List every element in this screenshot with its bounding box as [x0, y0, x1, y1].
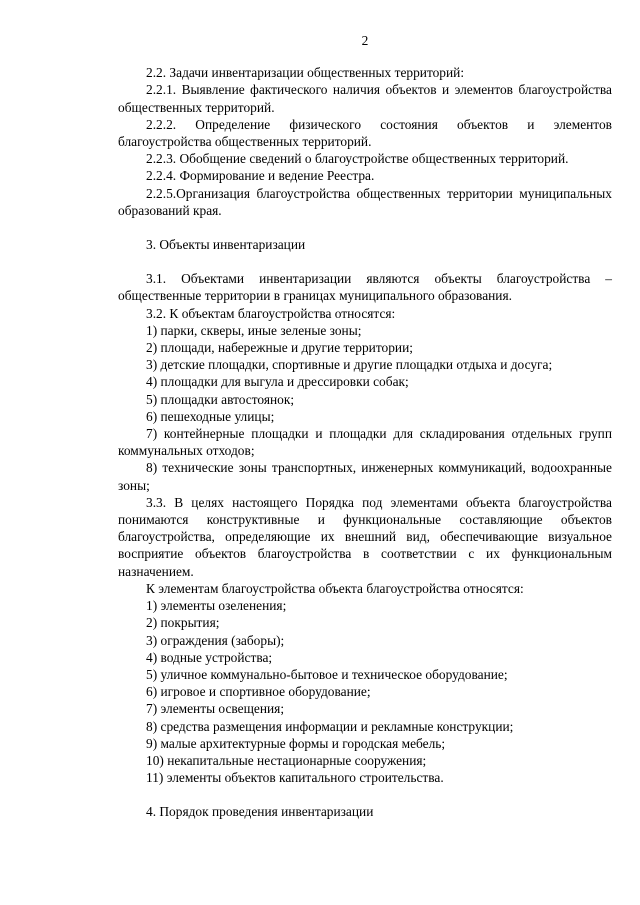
object-item-5: 5) площадки автостоянок; — [146, 391, 295, 407]
object-item-1: 1) парки, скверы, иные зеленые зоны; — [146, 322, 362, 338]
element-item-2: 2) покрытия; — [146, 615, 220, 631]
paragraph-2-2-5: 2.2.5.Организация благоустройства общественных территории муниципальных образований края. — [118, 185, 612, 218]
paragraph-elements-intro: К элементам благоустройства объекта благоустройства относятся: — [146, 580, 524, 596]
element-item-8: 8) средства размещения информации и рекламные конструкции; — [146, 718, 514, 734]
object-item-6: 6) пешеходные улицы; — [146, 408, 275, 424]
element-item-6: 6) игровое и спортивное оборудование; — [146, 684, 371, 700]
element-item-5: 5) уличное коммунально-бытовое и техническое оборудование; — [146, 666, 508, 682]
section-4-heading: 4. Порядок проведения инвентаризации — [146, 804, 374, 820]
element-item-1: 1) элементы озеленения; — [146, 598, 287, 614]
object-item-4: 4) площадки для выгула и дрессировки собак; — [146, 374, 409, 390]
element-item-3: 3) ограждения (заборы); — [146, 632, 285, 648]
object-item-7: 7) контейнерные площадки и площадки для складирования отдельных групп коммунальных отходов; — [118, 426, 612, 459]
paragraph-2-2: 2.2. Задачи инвентаризации общественных территорий: — [146, 65, 465, 81]
element-item-11: 11) элементы объектов капитального строительства. — [146, 770, 444, 786]
paragraph-2-2-3: 2.2.3. Обобщение сведений о благоустройстве общественных территорий. — [146, 151, 569, 167]
element-item-7: 7) элементы освещения; — [146, 701, 285, 717]
paragraph-2-2-4: 2.2.4. Формирование и ведение Реестра. — [146, 168, 375, 184]
element-item-4: 4) водные устройства; — [146, 649, 273, 665]
object-item-2: 2) площади, набережные и другие территории; — [146, 340, 413, 356]
paragraph-3-2: 3.2. К объектам благоустройства относятся: — [146, 305, 396, 321]
document-page — [118, 32, 612, 821]
paragraph-3-1: 3.1. Объектами инвентаризации являются объекты благоустройства – общественные территории в границах муниципального образования. — [118, 271, 612, 304]
element-item-10: 10) некапитальные нестационарные сооружения; — [146, 752, 427, 768]
page-number: 2 — [361, 33, 369, 48]
paragraph-2-2-1: 2.2.1. Выявление фактического наличия объектов и элементов благоустройства общественных территорий. — [118, 82, 612, 115]
paragraph-2-2-2: 2.2.2. Определение физического состояния объектов и элементов благоустройства общественных территорий. — [118, 116, 612, 150]
object-item-3: 3) детские площадки, спортивные и другие площадки отдыха и досуга; — [146, 357, 553, 373]
paragraph-3-3: 3.3. В целях настоящего Порядка под элементами объекта благоустройства понимаются конструктивные и функциональные составляющие объектов благоустройства, определяющие их внешний вид, обеспечивающие визуальное восприятие объектов благоустройства в соответствии с их функциональным назначением. — [118, 494, 612, 579]
section-3-heading: 3. Объекты инвентаризации — [146, 237, 306, 253]
object-item-8: 8) технические зоны транспортных, инженерных коммуникаций, водоохранные зоны; — [118, 460, 612, 493]
element-item-9: 9) малые архитектурные формы и городская мебель; — [146, 735, 446, 751]
